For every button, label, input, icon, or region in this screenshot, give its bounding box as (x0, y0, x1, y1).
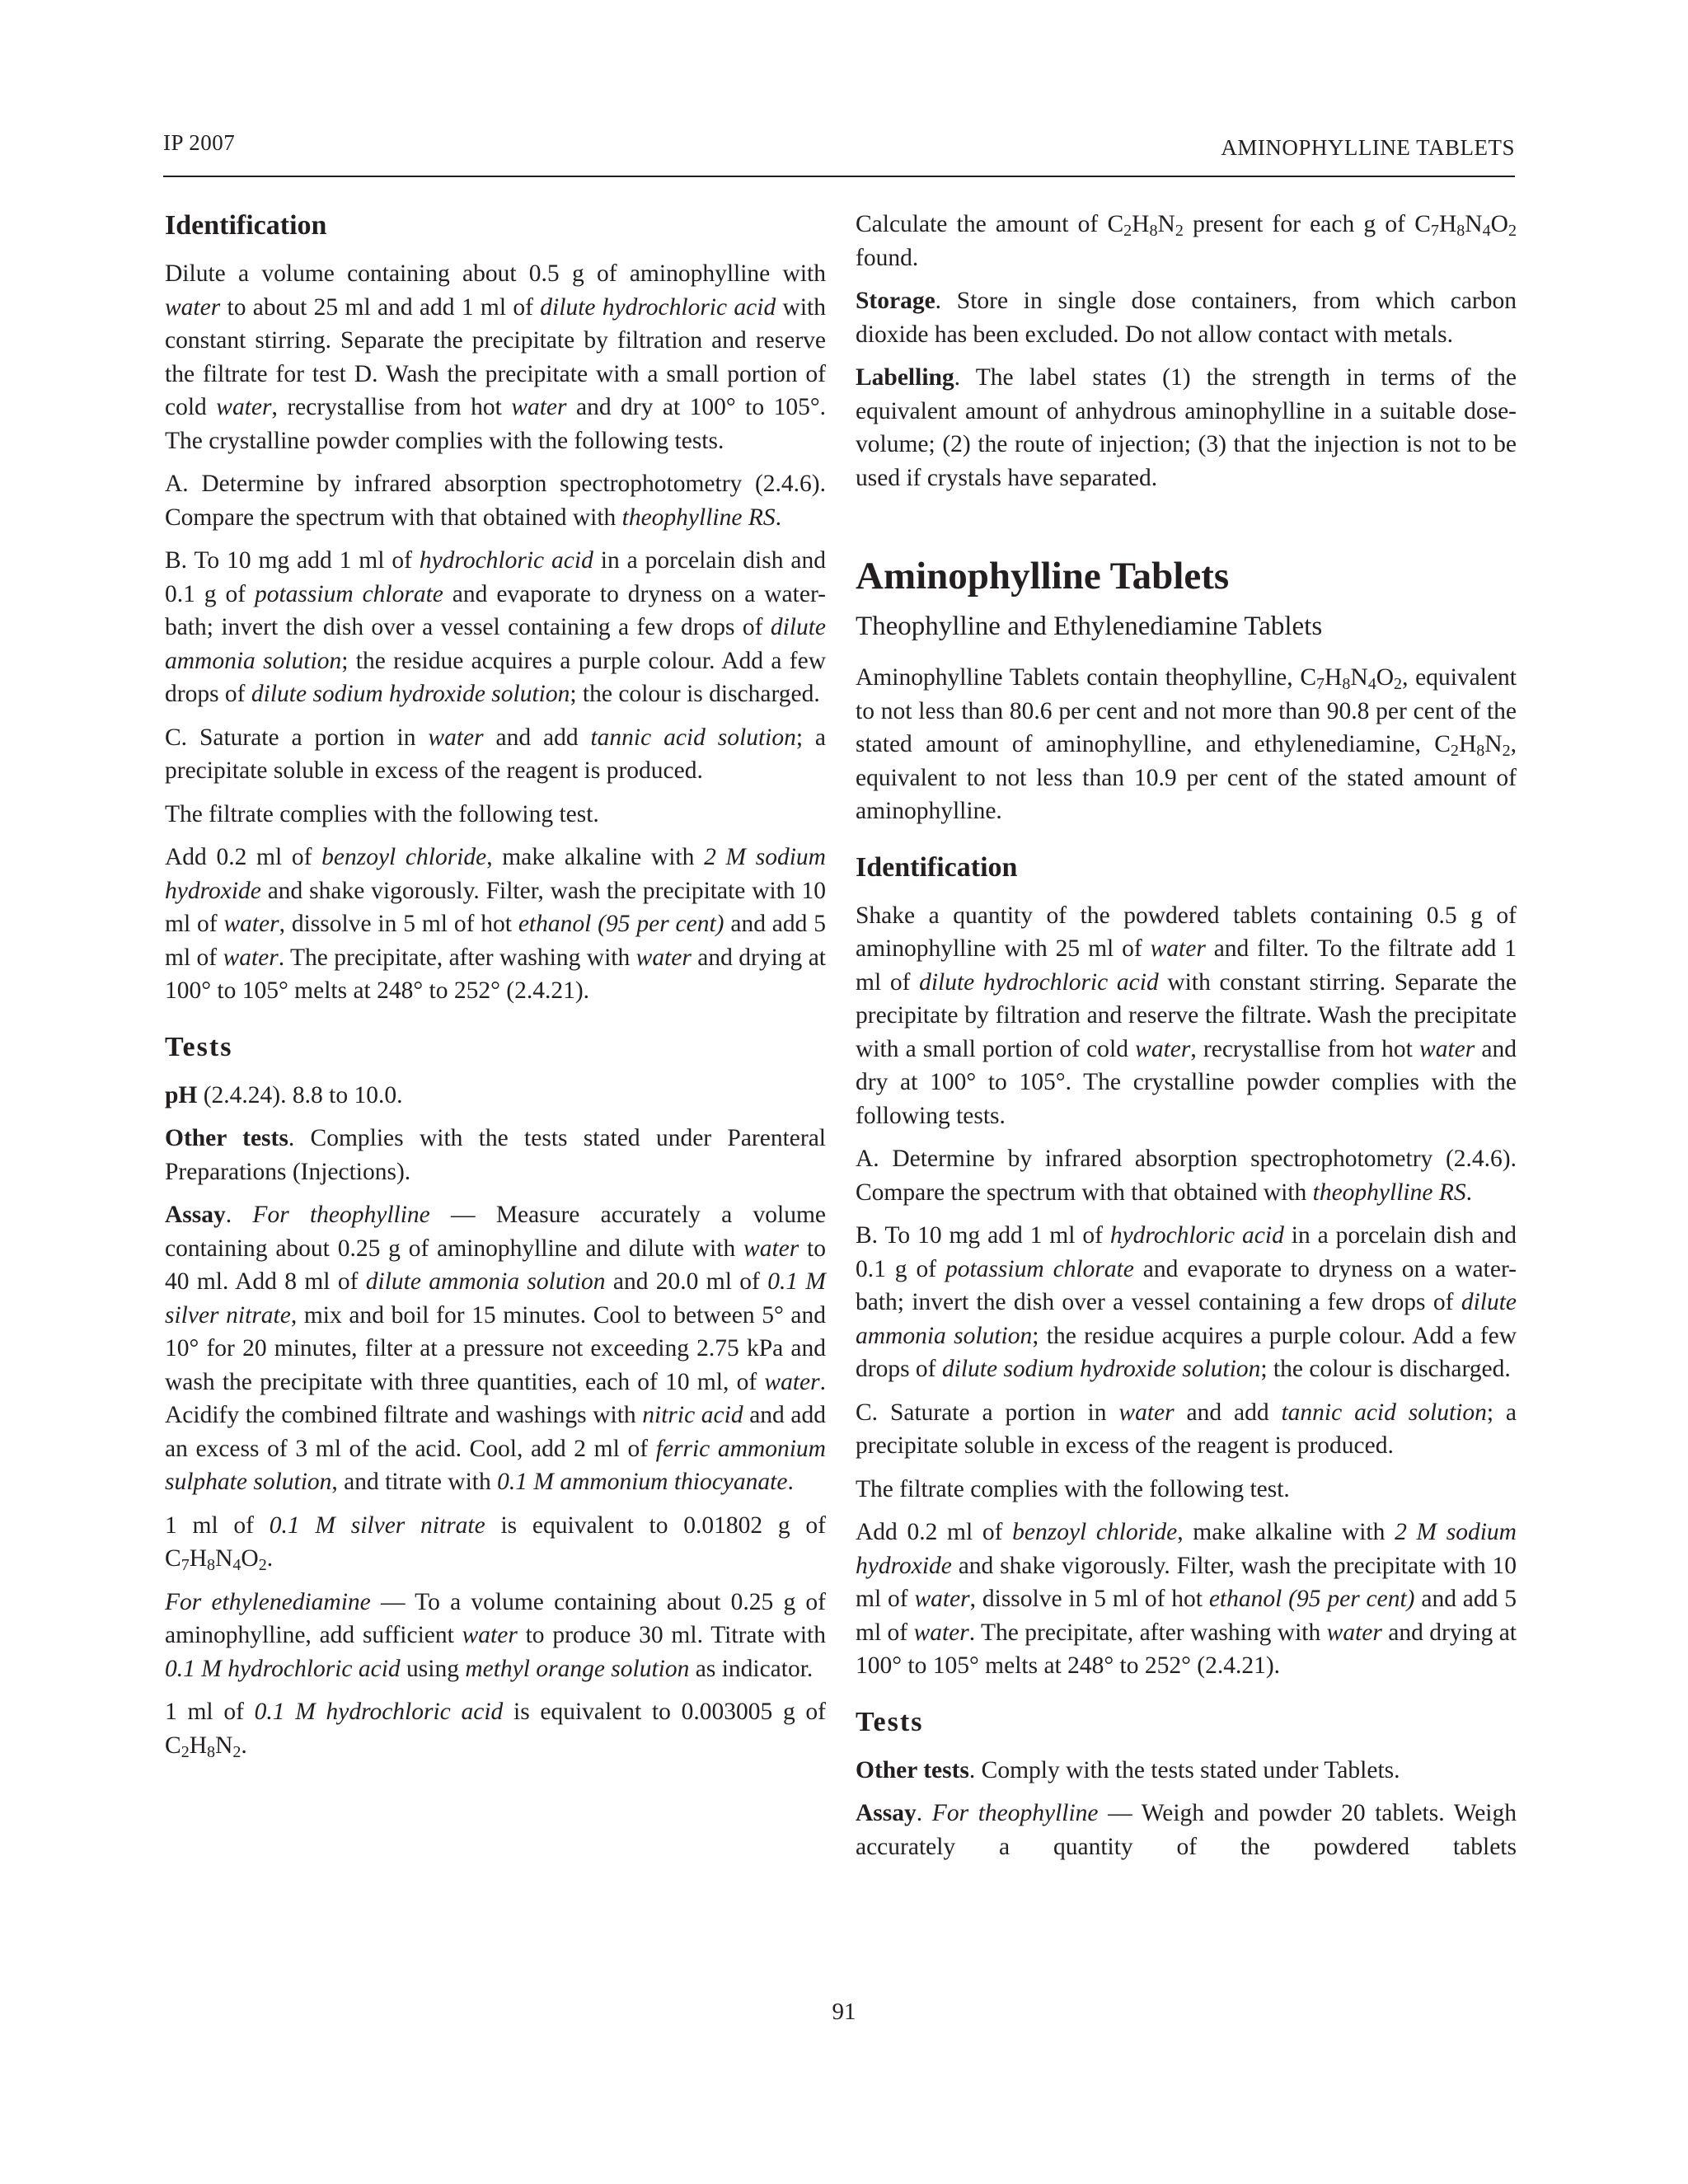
page-number: 91 (832, 1999, 856, 2025)
right-column (856, 208, 1517, 1873)
header-left: IP 2007 (163, 130, 236, 155)
assay-theophylline: Assay. For theophylline — Measure accurately a volume containing about 0.25 g of aminophylline and dilute with water to 40 ml. Add 8 ml of dilute ammonia solution and 20.0 ml of 0.1 M silver nitrate, mix and boil for 15 minutes. Cool to between 5° and 10° for 20 minutes, filter at a pressure not exceeding 2.75 kPa and wash the precipitate with three quantities, each of 10 ml, of water. Acidify the combined filtrate and washings with nitric acid and add an excess of 3 ml of the acid. Cool, add 2 ml of ferric ammonium sulphate solution, and titrate with 0.1 M ammonium thiocyanate. (165, 1202, 827, 1495)
identification-intro: Shake a quantity of the powdered tablets containing 0.5 g of aminophylline with 25 ml of water and filter. To the filtrate add 1 ml of dilute hydrochloric acid with constant stirring. Separate the precipitate by filtration and reserve the filtrate. Wash the precipitate with a small portion of cold water, recrystallise from hot water and dry at 100° to 105°. The crystalline powder complies with the following tests. (856, 902, 1517, 1129)
other-tests: Other tests. Complies with the tests stated under Parenteral Preparations (Injections). (165, 1125, 826, 1185)
storage: Storage. Store in single dose containers, from which carbon dioxide has been excluded. Do not allow contact with metals. (856, 288, 1517, 348)
monograph-title: Aminophylline Tablets (856, 555, 1230, 598)
ph-test: pH (2.4.24). 8.8 to 10.0. (165, 1081, 403, 1108)
left-column (165, 208, 826, 1772)
formula-ethylenediamine: $C_2H_8N_2$ (1107, 211, 1184, 240)
test-d: Add 0.2 ml of benzoyl chloride, make alkaline with 2 M sodium hydroxide and shake vigorously. Filter, wash the precipitate with 10 ml of water, dissolve in 5 ml of hot ethanol (95 per cent) and add 5 ml of water. The precipitate, after washing with water and drying at 100° to 105° melts at 248° to 252° (2.4.21). (856, 1519, 1517, 1679)
assay-ethylenediamine: For ethylenediamine — To a volume containing about 0.25 g of aminophylline, add sufficient water to produce 30 ml. Titrate with 0.1 M hydrochloric acid using methyl orange solution as indicator. (165, 1588, 827, 1682)
equivalence-silver-nitrate: 1 ml of 0.1 M silver nitrate is equivalent to 0.01802 g of $C_7H_8N_4O_2$. (165, 1511, 826, 1574)
formula-ethylenediamine: $C_2H_8N_2$ (165, 1732, 241, 1761)
formula-ethylenediamine: $C_2H_8N_2$ (1434, 731, 1511, 760)
assay-theophylline: Assay. For theophylline — Weigh and powder 20 tablets. Weigh accurately a quantity of the powdered tablets (856, 1800, 1517, 1860)
test-c: C. Saturate a portion in water and add tannic acid solution; a precipitate soluble in excess of the reagent is produced. (165, 724, 827, 784)
formula-theophylline: $C_7H_8N_4O_2$ (1300, 664, 1403, 693)
tests-heading: Tests (856, 1706, 924, 1737)
identification-heading: Identification (856, 851, 1018, 883)
definition: Aminophylline Tablets contain theophylline, $C_7H_8N_4O_2$, equivalent to not less than 80.6 per cent and not more than 90.8 per cent of the stated amount of aminophylline, and ethylenediamine, $C_2H_8N_2$, equivalent to not less than 10.9 per cent of the stated amount of aminophylline. (856, 664, 1517, 824)
identification-intro: Dilute a volume containing about 0.5 g of aminophylline with water to about 25 ml and add 1 ml of dilute hydrochloric acid with constant stirring. Separate the precipitate by filtration and reserve the filtrate for test D. Wash the precipitate with a small portion of cold water, recrystallise from hot water and dry at 100° to 105°. The crystalline powder complies with the following tests. (165, 260, 826, 454)
monograph-subtitle: Theophylline and Ethylenediamine Tablets (856, 612, 1323, 641)
test-a: A. Determine by infrared absorption spectrophotometry (2.4.6). Compare the spectrum with that obtained with theophylline RS. (856, 1146, 1517, 1206)
header-right: AMINOPHYLLINE TABLETS (1221, 135, 1515, 160)
filtrate-statement: The filtrate complies with the following test. (165, 800, 599, 827)
other-tests: Other tests. Comply with the tests stated under Tablets. (856, 1756, 1400, 1783)
test-b: B. To 10 mg add 1 ml of hydrochloric acid in a porcelain dish and 0.1 g of potassium chlorate and evaporate to dryness on a water-bath; invert the dish over a vessel containing a few drops of dilute ammonia solution; the residue acquires a purple colour. Add a few drops of dilute sodium hydroxide solution; the colour is discharged. (165, 547, 827, 707)
test-b: B. To 10 mg add 1 ml of hydrochloric acid in a porcelain dish and 0.1 g of potassium chlorate and evaporate to dryness on a water-bath; invert the dish over a vessel containing a few drops of dilute ammonia solution; the residue acquires a purple colour. Add a few drops of dilute sodium hydroxide solution; the colour is discharged. (856, 1222, 1517, 1382)
identification-heading: Identification (165, 210, 327, 241)
test-c: C. Saturate a portion in water and add tannic acid solution; a precipitate soluble in excess of the reagent is produced. (856, 1399, 1517, 1459)
header-rule (163, 176, 1515, 177)
calculation-note: Calculate the amount of $C_2H_8N_2$ present for each g of $C_7H_8N_4O_2$ found. (856, 211, 1517, 271)
test-a: A. Determine by infrared absorption spectrophotometry (2.4.6). Compare the spectrum with that obtained with theophylline RS. (165, 471, 826, 531)
filtrate-statement: The filtrate complies with the following test. (856, 1475, 1290, 1502)
formula-theophylline: $C_7H_8N_4O_2$ (1414, 211, 1517, 240)
labelling: Labelling. The label states (1) the strength in terms of the equivalent amount of anhydrous aminophylline in a suitable dose-volume; (2) the route of injection; (3) that the injection is not to be used if crystals have separated. (856, 364, 1517, 491)
test-d: Add 0.2 ml of benzoyl chloride, make alkaline with 2 M sodium hydroxide and shake vigorously. Filter, wash the precipitate with 10 ml of water, dissolve in 5 ml of hot ethanol (95 per cent) and add 5 ml of water. The precipitate, after washing with water and drying at 100° to 105° melts at 248° to 252° (2.4.21). (165, 844, 827, 1004)
formula-theophylline: $C_7H_8N_4O_2$ (165, 1545, 267, 1574)
running-head (163, 130, 1515, 163)
equivalence-hydrochloric-acid: 1 ml of 0.1 M hydrochloric acid is equivalent to 0.003005 g of $C_2H_8N_2$. (165, 1699, 826, 1761)
tests-heading: Tests (165, 1031, 233, 1062)
